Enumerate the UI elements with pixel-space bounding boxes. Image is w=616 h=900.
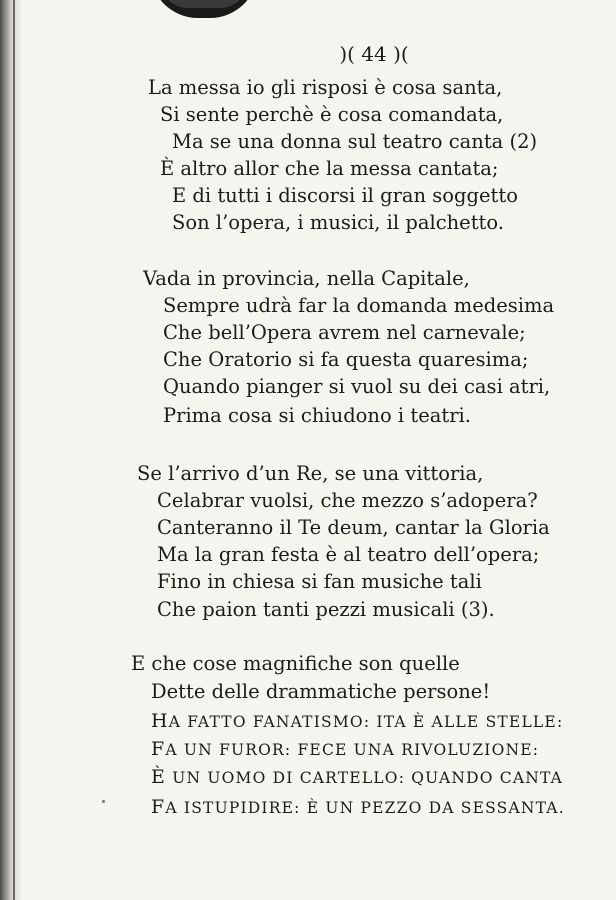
verse-line: Se l’arrivo d’un Re, se una vittoria, — [137, 462, 484, 485]
smallcaps-initial: F — [151, 796, 166, 818]
smallcaps-initial: F — [151, 738, 166, 760]
binding-edge — [13, 0, 15, 900]
verse-line: E che cose magnifiche son quelle — [131, 652, 460, 675]
smallcaps-rest: A FATTO FANATISMO: ITA È ALLE STELLE: — [168, 713, 564, 731]
ink-speck — [102, 800, 105, 803]
verse-line: Che paion tanti pezzi musicali (3). — [157, 598, 495, 621]
verse-line: Fino in chiesa si fan musiche tali — [157, 570, 482, 593]
binding-shadow — [0, 0, 22, 900]
smallcaps-line — [151, 795, 565, 820]
smallcaps-line — [151, 737, 539, 762]
page-number: )( 44 )( — [339, 42, 409, 66]
verse-line: Si sente perchè è cosa comandata, — [160, 103, 504, 126]
verse-line: Vada in provincia, nella Capitale, — [143, 267, 470, 290]
verse-line: Dette delle drammatiche persone! — [151, 680, 491, 703]
smallcaps-line — [151, 709, 563, 734]
verse-line: È altro allor che la messa cantata; — [160, 157, 499, 180]
smallcaps-initial: H — [151, 710, 169, 732]
top-ornament — [150, 0, 258, 18]
verse-line: Ma la gran festa è al teatro dell’opera; — [157, 543, 540, 566]
verse-line: Son l’opera, i musici, il palchetto. — [172, 211, 504, 234]
smallcaps-line — [151, 765, 563, 790]
verse-line: Ma se una donna sul teatro canta (2) — [172, 130, 538, 153]
smallcaps-rest: A ISTUPIDIRE: È UN PEZZO DA SESSANTA. — [165, 799, 565, 817]
smallcaps-rest: UN UOMO DI CARTELLO: QUANDO CANTA — [166, 769, 564, 787]
verse-line: Canteranno il Te deum, cantar la Gloria — [157, 516, 550, 539]
verse-line: Che bell’Opera avrem nel carnevale; — [163, 321, 526, 344]
smallcaps-rest: A UN FUROR: FECE UNA RIVOLUZIONE: — [165, 741, 540, 759]
smallcaps-initial: È — [151, 766, 167, 788]
verse-line: Che Oratorio si fa questa quaresima; — [163, 348, 529, 371]
verse-line: Prima cosa si chiudono i teatri. — [163, 404, 471, 427]
verse-line: E di tutti i discorsi il gran soggetto — [172, 184, 518, 207]
verse-line: Celabrar vuolsi, che mezzo s’adopera? — [157, 489, 538, 512]
verse-line: La messa io gli risposi è cosa santa, — [148, 76, 503, 99]
verse-line: Quando pianger si vuol su dei casi atri, — [163, 375, 551, 398]
verse-line: Sempre udrà far la domanda medesima — [163, 294, 555, 317]
